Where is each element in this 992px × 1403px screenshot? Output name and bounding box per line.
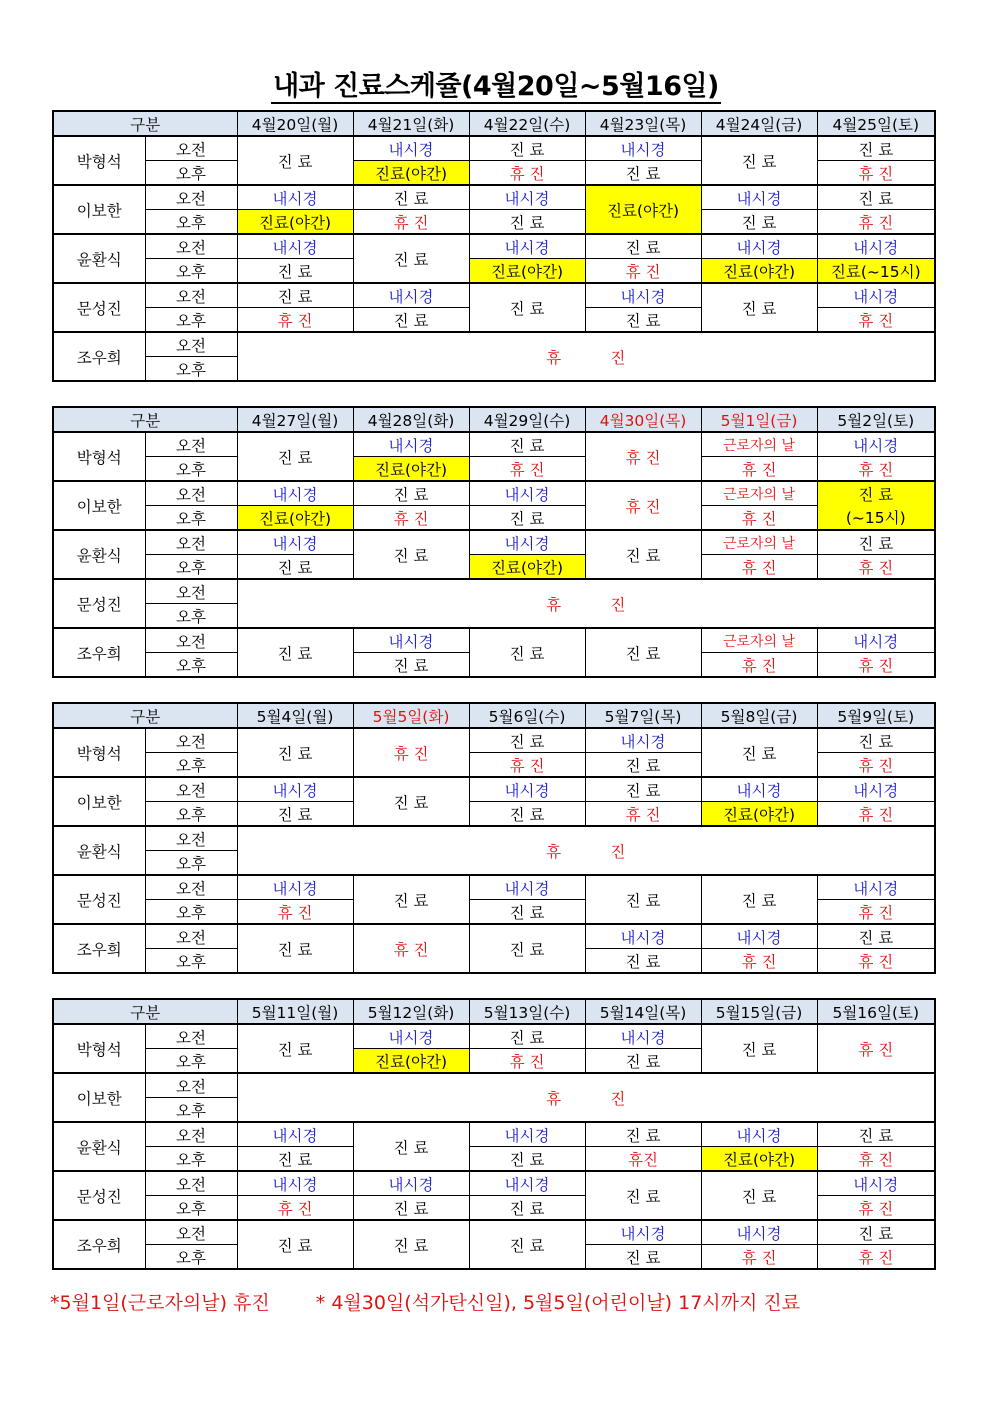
schedule-cell: (~15시) (817, 506, 935, 531)
schedule-cell: 진료(야간) (701, 259, 817, 284)
date-header: 5월6일(수) (469, 703, 585, 728)
date-header: 4월24일(금) (701, 111, 817, 136)
schedule-cell: 진 료 (237, 802, 353, 827)
date-header: 4월23일(목) (585, 111, 701, 136)
schedule-cell: 진 료 (585, 875, 701, 924)
schedule-cell: 내시경 (701, 924, 817, 949)
date-header: 5월12일(화) (353, 999, 469, 1024)
schedule-cell: 진료(야간) (237, 506, 353, 531)
schedule-cell: 진 료 (353, 185, 469, 210)
doctor-name: 박형석 (53, 136, 145, 185)
session-am: 오전 (145, 777, 237, 802)
schedule-cell: 진 료 (469, 283, 585, 332)
schedule-cell: 내시경 (469, 185, 585, 210)
schedule-cell: 진 료 (817, 924, 935, 949)
schedule-cell: 진 료 (585, 1049, 701, 1074)
schedule-cell: 진 료 (469, 1024, 585, 1049)
session-pm: 오후 (145, 851, 237, 876)
schedule-cell: 휴 진 (817, 457, 935, 482)
schedule-cell: 내시경 (353, 1171, 469, 1196)
schedule-cell: 진료(야간) (701, 802, 817, 827)
schedule-cell: 휴 진 (817, 653, 935, 678)
schedule-table-3 (52, 702, 936, 974)
session-pm: 오후 (145, 457, 237, 482)
doctor-name: 조우희 (53, 924, 145, 973)
schedule-cell: 진료(야간) (585, 185, 701, 234)
schedule-cell: 휴 진 (817, 1245, 935, 1270)
schedule-cell: 내시경 (237, 481, 353, 506)
session-am: 오전 (145, 1024, 237, 1049)
session-pm: 오후 (145, 802, 237, 827)
schedule-cell: 내시경 (817, 283, 935, 308)
session-pm: 오후 (145, 506, 237, 531)
session-am: 오전 (145, 481, 237, 506)
schedule-cell: 진 료 (817, 530, 935, 555)
schedule-cell: 근로자의 날 (701, 432, 817, 457)
schedule-cell: 진 료 (469, 628, 585, 677)
schedule-cell: 휴 진 (469, 1049, 585, 1074)
doctor-name: 윤환식 (53, 234, 145, 283)
schedule-cell: 휴 진 (817, 210, 935, 235)
schedule-cell: 내시경 (237, 234, 353, 259)
schedule-cell: 진 료 (237, 136, 353, 185)
header-gubun: 구분 (53, 407, 237, 432)
doctor-name: 이보한 (53, 1073, 145, 1122)
schedule-cell: 휴 진 (817, 900, 935, 925)
schedule-cell: 진 료 (353, 777, 469, 826)
session-pm: 오후 (145, 1049, 237, 1074)
session-am: 오전 (145, 1171, 237, 1196)
schedule-cell: 진 료 (585, 1122, 701, 1147)
schedule-cell: 내시경 (237, 1171, 353, 1196)
schedule-cell: 진 료 (469, 1196, 585, 1221)
session-pm: 오후 (145, 1147, 237, 1172)
schedule-cell: 내시경 (469, 1171, 585, 1196)
schedule-cell: 휴 진 (817, 308, 935, 333)
schedule-cell: 진 료 (585, 628, 701, 677)
schedule-cell: 내시경 (701, 1220, 817, 1245)
session-am: 오전 (145, 332, 237, 357)
schedule-cell: 진 료 (817, 1220, 935, 1245)
date-header: 5월16일(토) (817, 999, 935, 1024)
schedule-cell: 내시경 (469, 530, 585, 555)
session-pm: 오후 (145, 308, 237, 333)
schedule-cell: 진료(야간) (353, 1049, 469, 1074)
session-pm: 오후 (145, 900, 237, 925)
schedule-cell: 진 료 (353, 530, 469, 579)
session-pm: 오후 (145, 753, 237, 778)
session-am: 오전 (145, 728, 237, 753)
schedule-cell: 진 료 (469, 136, 585, 161)
doctor-name: 문성진 (53, 579, 145, 628)
schedule-cell: 진 료 (469, 1220, 585, 1269)
schedule-cell: 진 료 (701, 728, 817, 777)
schedule-cell: 내시경 (817, 432, 935, 457)
schedule-cell: 내시경 (237, 530, 353, 555)
schedule-table-2 (52, 406, 936, 678)
schedule-cell: 진 료 (353, 1220, 469, 1269)
schedule-cell: 진 료 (353, 308, 469, 333)
session-am: 오전 (145, 826, 237, 851)
schedule-cell: 내시경 (353, 628, 469, 653)
schedule-cell: 내시경 (817, 777, 935, 802)
doctor-name: 문성진 (53, 283, 145, 332)
schedule-cell: 진 료 (353, 234, 469, 283)
session-pm: 오후 (145, 161, 237, 186)
schedule-cell: 진 료 (585, 777, 701, 802)
session-am: 오전 (145, 530, 237, 555)
schedule-cell: 진 료 (237, 283, 353, 308)
session-pm: 오후 (145, 259, 237, 284)
schedule-cell: 휴 진 (469, 457, 585, 482)
session-am: 오전 (145, 1220, 237, 1245)
schedule-cell: 진 료 (585, 753, 701, 778)
schedule-cell: 진 료 (469, 924, 585, 973)
doctor-name: 조우희 (53, 1220, 145, 1269)
schedule-cell: 내시경 (469, 1122, 585, 1147)
schedule-cell: 내시경 (701, 234, 817, 259)
schedule-cell: 내시경 (701, 185, 817, 210)
date-header: 5월9일(토) (817, 703, 935, 728)
session-am: 오전 (145, 924, 237, 949)
schedule-cell: 내시경 (237, 875, 353, 900)
schedule-cell: 휴 진 (585, 259, 701, 284)
schedule-cell: 진 료 (353, 1196, 469, 1221)
session-am: 오전 (145, 1073, 237, 1098)
schedule-cell: 진 료 (353, 653, 469, 678)
schedule-cell: 진 료 (585, 1171, 701, 1220)
session-pm: 오후 (145, 1245, 237, 1270)
schedule-cell: 진료(야간) (353, 161, 469, 186)
session-pm: 오후 (145, 604, 237, 629)
schedule-cell: 진 료 (237, 432, 353, 481)
schedule-cell: 내시경 (353, 432, 469, 457)
schedule-cell: 휴 진 (817, 161, 935, 186)
schedule-cell: 내시경 (353, 1024, 469, 1049)
schedule-cell: 휴 진 (237, 308, 353, 333)
schedule-cell: 휴 진 (701, 1245, 817, 1270)
schedule-cell: 내시경 (237, 777, 353, 802)
schedule-cell: 진 료 (817, 185, 935, 210)
schedule-cell: 내시경 (701, 1122, 817, 1147)
schedule-cell: 휴 진 (701, 653, 817, 678)
date-header: 5월1일(금) (701, 407, 817, 432)
schedule-table-1 (52, 110, 936, 382)
schedule-cell: 내시경 (469, 875, 585, 900)
schedule-cell: 진 료 (237, 1024, 353, 1073)
date-header: 4월29일(수) (469, 407, 585, 432)
schedule-cell: 휴 진 (585, 432, 701, 481)
session-pm: 오후 (145, 357, 237, 382)
schedule-cell: 근로자의 날 (701, 481, 817, 506)
schedule-cell: 내시경 (237, 1122, 353, 1147)
schedule-cell: 진 료 (817, 136, 935, 161)
doctor-name: 윤환식 (53, 826, 145, 875)
date-header: 4월28일(화) (353, 407, 469, 432)
schedule-cell: 진 료 (585, 1245, 701, 1270)
schedule-cell: 진 료 (469, 802, 585, 827)
schedule-cell: 휴 진 (817, 753, 935, 778)
session-pm: 오후 (145, 555, 237, 580)
schedule-cell: 휴 진 (469, 753, 585, 778)
schedule-cell: 내시경 (585, 924, 701, 949)
schedule-cell: 내시경 (585, 283, 701, 308)
schedule-cell: 진 료 (237, 1220, 353, 1269)
schedule-cell: 휴 진 (469, 161, 585, 186)
date-header: 5월15일(금) (701, 999, 817, 1024)
schedule-cell: 휴 진 (585, 802, 701, 827)
session-am: 오전 (145, 136, 237, 161)
footnote-1: *5월1일(근로자의날) 휴진 (50, 1292, 270, 1314)
schedule-cell: 휴 진 (701, 949, 817, 974)
schedule-cell: 휴 진 (585, 481, 701, 530)
session-am: 오전 (145, 579, 237, 604)
schedule-cell: 내시경 (817, 234, 935, 259)
schedule-cell: 진 료 (585, 234, 701, 259)
schedule-cell: 진료(야간) (353, 457, 469, 482)
date-header: 5월14일(목) (585, 999, 701, 1024)
schedule-cell: 내시경 (585, 1024, 701, 1049)
schedule-cell: 내시경 (237, 185, 353, 210)
date-header: 5월2일(토) (817, 407, 935, 432)
page-title: 내과 진료스케쥴(4월20일~5월16일) (273, 71, 719, 102)
schedule-cell: 내시경 (469, 777, 585, 802)
schedule-cell: 진 료 (585, 530, 701, 579)
schedule-cell: 진 료 (469, 728, 585, 753)
session-pm: 오후 (145, 1098, 237, 1123)
doctor-name: 박형석 (53, 728, 145, 777)
schedule-cell: 내시경 (701, 777, 817, 802)
schedule-cell: 진 료 (701, 1171, 817, 1220)
schedule-cell: 진료(야간) (469, 555, 585, 580)
schedule-cell: 휴진 (585, 1147, 701, 1172)
schedule-cell: 내시경 (817, 875, 935, 900)
schedule-cell: 휴 진 (701, 457, 817, 482)
schedule-table-4 (52, 998, 936, 1270)
date-header: 5월4일(월) (237, 703, 353, 728)
schedule-cell: 내시경 (469, 234, 585, 259)
header-gubun: 구분 (53, 703, 237, 728)
session-pm: 오후 (145, 653, 237, 678)
doctor-name: 이보한 (53, 777, 145, 826)
schedule-cell: 휴 진 (353, 506, 469, 531)
session-am: 오전 (145, 1122, 237, 1147)
schedule-cell: 진 료 (585, 161, 701, 186)
schedule-cell: 휴 진 (817, 555, 935, 580)
schedule-cell: 내시경 (585, 136, 701, 161)
schedule-cell: 근로자의 날 (701, 530, 817, 555)
schedule-cell: 진료(야간) (237, 210, 353, 235)
schedule-cell: 내시경 (817, 628, 935, 653)
all-off-cell: 휴 진 (237, 579, 935, 628)
date-header: 4월30일(목) (585, 407, 701, 432)
schedule-cell: 내시경 (353, 136, 469, 161)
schedule-cell: 진 료 (469, 900, 585, 925)
schedule-cell: 진 료 (817, 481, 935, 506)
schedule-cell: 진 료 (701, 136, 817, 185)
all-off-cell: 휴 진 (237, 1073, 935, 1122)
session-am: 오전 (145, 628, 237, 653)
doctor-name: 조우희 (53, 628, 145, 677)
schedule-cell: 내시경 (353, 283, 469, 308)
schedule-cell: 진 료 (237, 259, 353, 284)
schedule-cell: 진료(~15시) (817, 259, 935, 284)
schedule-cell: 휴 진 (701, 555, 817, 580)
schedule-cell: 휴 진 (353, 924, 469, 973)
schedule-cell: 진 료 (237, 1147, 353, 1172)
schedule-cell: 진 료 (585, 308, 701, 333)
doctor-name: 윤환식 (53, 530, 145, 579)
date-header: 4월25일(토) (817, 111, 935, 136)
schedule-cell: 진 료 (701, 210, 817, 235)
schedule-cell: 휴 진 (353, 210, 469, 235)
date-header: 5월8일(금) (701, 703, 817, 728)
schedule-cell: 내시경 (585, 728, 701, 753)
schedule-cell: 진 료 (469, 210, 585, 235)
session-pm: 오후 (145, 210, 237, 235)
schedule-cell: 내시경 (469, 481, 585, 506)
schedule-cell: 진 료 (469, 506, 585, 531)
header-gubun: 구분 (53, 999, 237, 1024)
date-header: 4월22일(수) (469, 111, 585, 136)
schedule-cell: 근로자의 날 (701, 628, 817, 653)
doctor-name: 윤환식 (53, 1122, 145, 1171)
schedule-cell: 휴 진 (817, 1196, 935, 1221)
schedule-cell: 진 료 (701, 283, 817, 332)
date-header: 4월20일(월) (237, 111, 353, 136)
schedule-cell: 진 료 (237, 728, 353, 777)
schedule-cell: 휴 진 (817, 1147, 935, 1172)
doctor-name: 문성진 (53, 1171, 145, 1220)
schedule-cell: 진료(야간) (469, 259, 585, 284)
schedule-cell: 진 료 (469, 432, 585, 457)
schedule-cell: 진 료 (237, 628, 353, 677)
session-am: 오전 (145, 234, 237, 259)
schedule-cell: 진 료 (701, 1024, 817, 1073)
date-header: 5월13일(수) (469, 999, 585, 1024)
schedule-cell: 진 료 (353, 481, 469, 506)
doctor-name: 박형석 (53, 432, 145, 481)
doctor-name: 이보한 (53, 185, 145, 234)
schedule-cell: 진료(야간) (701, 1147, 817, 1172)
date-header: 4월21일(화) (353, 111, 469, 136)
schedule-cell: 진 료 (469, 1147, 585, 1172)
schedule-cell: 내시경 (585, 1220, 701, 1245)
schedule-cell: 휴 진 (353, 728, 469, 777)
footnote-2: * 4월30일(석가탄신일), 5월5일(어린이날) 17시까지 진료 (315, 1292, 801, 1314)
date-header: 4월27일(월) (237, 407, 353, 432)
schedule-cell: 진 료 (353, 1122, 469, 1171)
session-pm: 오후 (145, 1196, 237, 1221)
schedule-cell: 진 료 (237, 924, 353, 973)
schedule-cell: 진 료 (585, 949, 701, 974)
schedule-cell: 휴 진 (701, 506, 817, 531)
doctor-name: 조우희 (53, 332, 145, 381)
date-header: 5월5일(화) (353, 703, 469, 728)
schedule-cell: 휴 진 (817, 1024, 935, 1073)
doctor-name: 이보한 (53, 481, 145, 530)
all-off-cell: 휴 진 (237, 826, 935, 875)
footnotes (50, 1288, 950, 1315)
schedule-cell: 휴 진 (817, 949, 935, 974)
session-pm: 오후 (145, 949, 237, 974)
schedule-cell: 휴 진 (237, 900, 353, 925)
schedule-cell: 진 료 (817, 728, 935, 753)
schedule-cell: 휴 진 (237, 1196, 353, 1221)
schedule-cell: 내시경 (817, 1171, 935, 1196)
doctor-name: 박형석 (53, 1024, 145, 1073)
date-header: 5월11일(월) (237, 999, 353, 1024)
schedule-cell: 진 료 (817, 1122, 935, 1147)
doctor-name: 문성진 (53, 875, 145, 924)
session-am: 오전 (145, 185, 237, 210)
session-am: 오전 (145, 283, 237, 308)
date-header: 5월7일(목) (585, 703, 701, 728)
schedule-cell: 진 료 (353, 875, 469, 924)
schedule-cell: 휴 진 (817, 802, 935, 827)
all-off-cell: 휴 진 (237, 332, 935, 381)
session-am: 오전 (145, 875, 237, 900)
schedule-cell: 진 료 (701, 875, 817, 924)
session-am: 오전 (145, 432, 237, 457)
schedule-cell: 진 료 (237, 555, 353, 580)
header-gubun: 구분 (53, 111, 237, 136)
